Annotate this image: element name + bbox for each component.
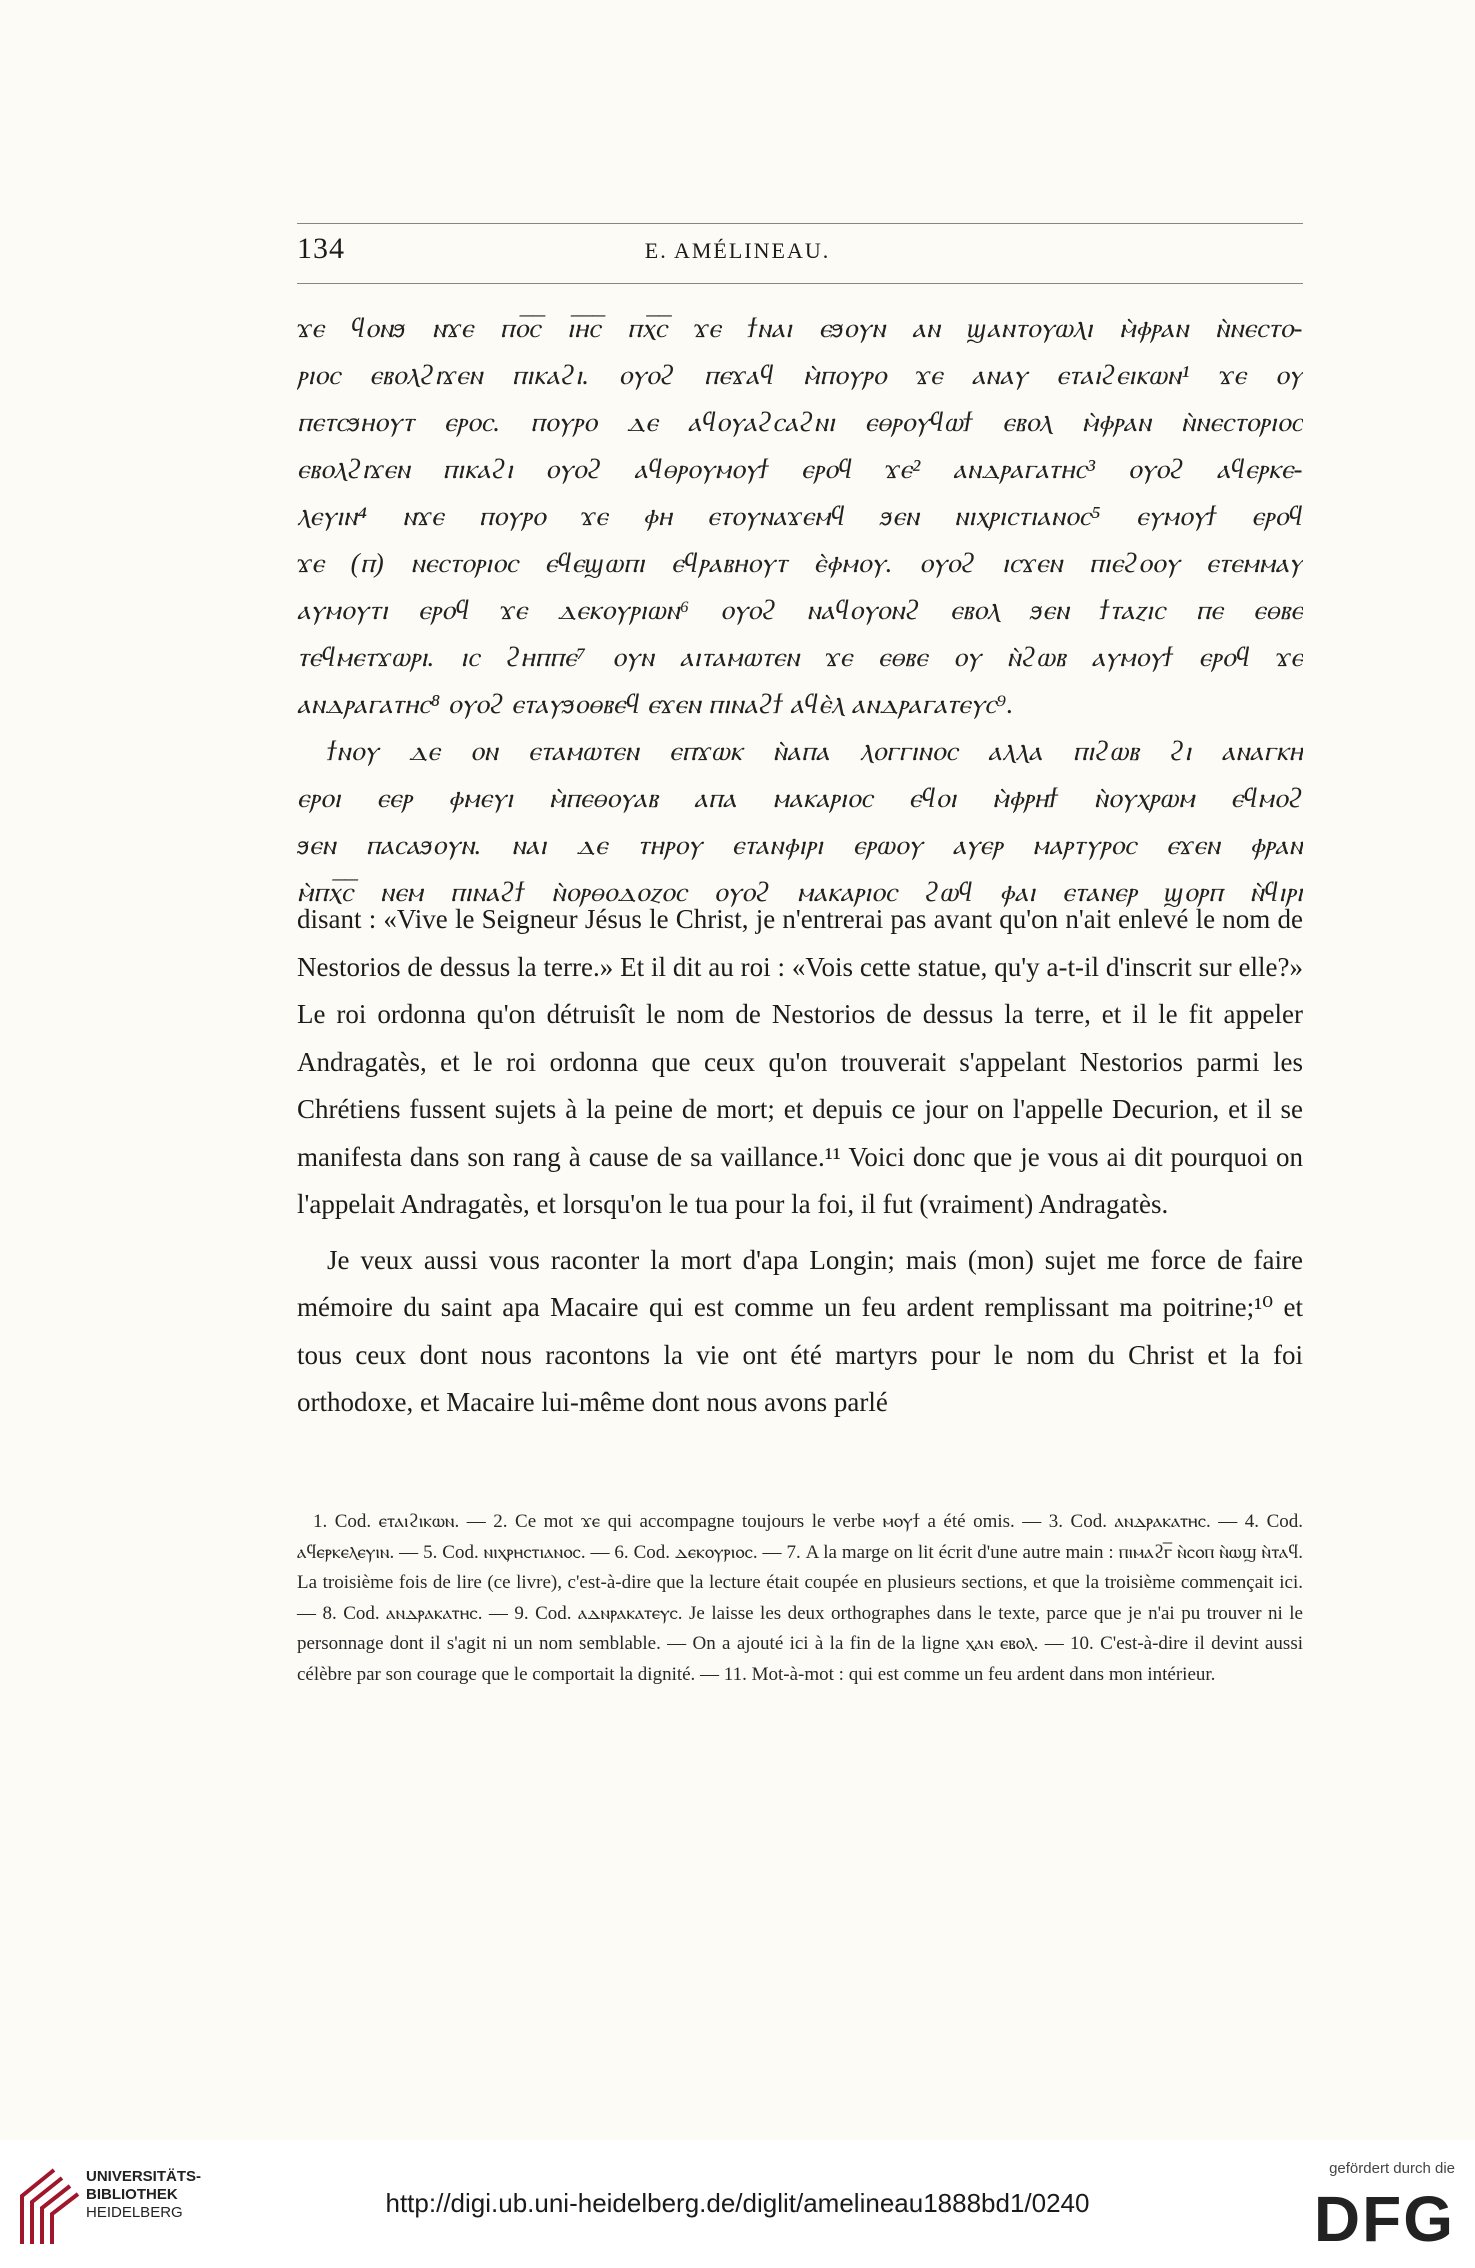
running-title: E. AMÉLINEAU. (644, 238, 831, 263)
digitization-footer (0, 2140, 1475, 2268)
coptic-line: ⲡⲉⲧⲥϧⲏⲟⲩⲧ ⲉⲣⲟⲥ. ⲡⲟⲩⲣⲟ ⲇⲉ ⲁϥⲟⲩⲁϩⲥⲁϩⲛⲓ ⲉⲑⲣⲟⲩϥⲱϯ ⲉⲃⲟⲗ ⲙ̀ⲫⲣⲁⲛ ⲛ̀ⲛⲉⲥⲧⲟⲣⲓⲟⲥ (297, 407, 1303, 437)
funding-note: gefördert durch die (1329, 2160, 1455, 2177)
coptic-line: ϯⲛⲟⲩ ⲇⲉ ⲟⲛ ⲉⲧⲁⲙⲱⲧⲉⲛ ⲉⲡϫⲱⲕ ⲛ̀ⲁⲡⲁ ⲗⲟⲅⲅⲓⲛⲟⲥ ⲁⲗⲗⲁ ⲡⲓϩⲱⲃ ϩⲓ ⲁⲛⲁⲅⲕⲏ (327, 736, 1303, 766)
dfg-logo: DFG (1313, 2183, 1455, 2255)
institution-name: UNIVERSITÄTS- BIBLIOTHEK HEIDELBERG (86, 2168, 202, 2221)
coptic-line: ⲗⲉⲩⲓⲛ⁴ ⲛϫⲉ ⲡⲟⲩⲣⲟ ϫⲉ ⲫⲏ ⲉⲧⲟⲩⲛⲁϫⲉⲙϥ ϧⲉⲛ ⲛⲓⲭⲣⲓⲥⲧⲓⲁⲛⲟⲥ⁵ ⲉⲩⲙⲟⲩϯ ⲉⲣⲟϥ (297, 501, 1303, 531)
footnote-text: 1. Cod. ⲉⲧⲁⲓϩⲓⲕⲱⲛ. — 2. Ce mot ϫⲉ qui accompagne toujours le verbe ⲙⲟⲩϯ a été omis. — 3. Cod. ⲁⲛⲇⲣⲁⲕⲁⲧⲏⲥ. — 4. Cod. ⲁϥⲉⲣⲕⲉⲗⲉⲩⲓⲛ. — 5. Cod. ⲛⲓⲭⲣⲏⲥⲧⲓⲁⲛⲟⲥ. — 6. Cod. ⲇⲉⲕⲟⲩⲣⲓⲟⲥ. — 7. A la marge on lit écrit d'une autre main : ⲡⲓⲙⲁϩⲅ̅ ⲛ̀ⲥⲟⲡ ⲛ̀ⲱϣ ⲛ̀ⲧⲁϥ. La troisième fois de lire (ce livre), c'est-à-dire que la lecture était coupée en plusieurs sections, et que la troisième commençait ici. — 8. Cod. ⲁⲛⲇⲣⲁⲕⲁⲧⲏⲥ. — 9. Cod. ⲁⲇⲛⲣⲁⲕⲁⲧⲉⲩⲥ. Je laisse les deux orthographes dans le texte, parce que je n'ai pu trouver ni le personnage dont il s'agit ni un nom semblable. — On a ajouté ici à la fin de la ligne ⲭⲁⲛ ⲉⲃⲟⲗ. — 10. C'est-à-dire il devint aussi célèbre par son courage que le comportait la dignité. — 11. Mot-à-mot : qui est comme un feu ardent dans mon intérieur. (297, 1511, 1303, 1685)
translation-paragraph: disant : «Vive le Seigneur Jésus le Christ, je n'entrerai pas avant qu'on n'ait enlevé le nom de Nestorios de dessus la terre.» Et il dit au roi : «Vois cette statue, qu'y a-t-il d'inscrit sur elle?» Le roi ordonna qu'on détruisît le nom de Nestorios de dessus la terre, et il le fit appeler Andragatès, et le roi ordonna que ceux qu'on trouverait s'appelant Nestorios parmi les Chrétiens fussent sujets à la peine de mort; et depuis ce jour on l'appelle Decurion, et il se manifesta dans son rang à cause de sa vaillance.¹¹ Voici donc que je vous ai dit pourquoi on l'appelait Andragatès, et lorsqu'on le tua pour la foi, il fut (vraiment) Andragatès. (297, 904, 1303, 1219)
coptic-line: ϫⲉ (ⲡ) ⲛⲉⲥⲧⲟⲣⲓⲟⲥ ⲉϥⲉϣⲱⲡⲓ ⲉϥⲣⲁⲃⲏⲟⲩⲧ ⲉ̀ⲫⲙⲟⲩ. ⲟⲩⲟϩ ⲓⲥϫⲉⲛ ⲡⲓⲉϩⲟⲟⲩ ⲉⲧⲉⲙⲙⲁⲩ (297, 548, 1303, 578)
coptic-line: ⲁⲩⲙⲟⲩⲧⲓ ⲉⲣⲟϥ ϫⲉ ⲇⲉⲕⲟⲩⲣⲓⲱⲛ⁶ ⲟⲩⲟϩ ⲛⲁϥⲟⲩⲟⲛϩ ⲉⲃⲟⲗ ϧⲉⲛ ϯⲧⲁⲍⲓⲥ ⲡⲉ ⲉⲑⲃⲉ (297, 595, 1303, 625)
french-translation (297, 896, 1303, 1435)
coptic-line: ϫⲉ ϥⲟⲛϧ ⲛϫⲉ ⲡⲟ̅ⲥ̅ ⲓ̅ⲏ̅ⲥ̅ ⲡⲭ̅ⲥ̅ ϫⲉ ϯⲛⲁⲓ ⲉϧⲟⲩⲛ ⲁⲛ ϣⲁⲛⲧⲟⲩⲱⲗⲓ ⲙ̀ⲫⲣⲁⲛ ⲛ̀ⲛⲉⲥⲧⲟ- (297, 313, 1303, 343)
coptic-line: ⲉⲣⲟⲓ ⲉⲉⲣ ⲫⲙⲉⲩⲓ ⲙ̀ⲡⲉⲑⲟⲩⲁⲃ ⲁⲡⲁ ⲙⲁⲕⲁⲣⲓⲟⲥ ⲉϥⲟⲓ ⲙ̀ⲫⲣⲏϯ ⲛ̀ⲟⲩⲭⲣⲱⲙ ⲉϥⲙⲟϩ (297, 783, 1303, 813)
page-number: 134 (297, 232, 345, 265)
coptic-line: ⲁⲛⲇⲣⲁⲅⲁⲧⲏⲥ⁸ ⲟⲩⲟϩ ⲉⲧⲁⲩϧⲟⲑⲃⲉϥ ⲉϫⲉⲛ ⲡⲓⲛⲁϩϯ ⲁϥⲉ̀ⲗ ⲁⲛⲇⲣⲁⲅⲁⲧⲉⲩⲥ⁹. (297, 689, 1014, 719)
footnotes (297, 1507, 1303, 1690)
translation-paragraph: Je veux aussi vous raconter la mort d'apa Longin; mais (mon) sujet me force de faire mémoire du saint apa Macaire qui est comme un feu ardent remplissant ma poitrine;¹⁰ et tous ceux dont nous racontons la vie ont été martyrs pour le nom du Christ et la foi orthodoxe, et Macaire lui-même dont nous avons parlé (297, 1244, 1303, 1417)
coptic-line: ⲣⲓⲟⲥ ⲉⲃⲟⲗϩⲓϫⲉⲛ ⲡⲓⲕⲁϩⲓ. ⲟⲩⲟϩ ⲡⲉϫⲁϥ ⲙ̀ⲡⲟⲩⲣⲟ ϫⲉ ⲁⲛⲁⲩ ⲉⲧⲁⲓϩⲉⲓⲕⲱⲛ¹ ϫⲉ ⲟⲩ (297, 360, 1303, 390)
coptic-line: ⲧⲉϥⲙⲉⲧϫⲱⲣⲓ. ⲓⲥ ϩⲏⲡⲡⲉ⁷ ⲟⲩⲛ ⲁⲓⲧⲁⲙⲱⲧⲉⲛ ϫⲉ ⲉⲑⲃⲉ ⲟⲩ ⲛ̀ϩⲱⲃ ⲁⲩⲙⲟⲩϯ ⲉⲣⲟϥ ϫⲉ (297, 642, 1303, 672)
header-rule-bottom (297, 283, 1303, 284)
coptic-line: ⲉⲃⲟⲗϩⲓϫⲉⲛ ⲡⲓⲕⲁϩⲓ ⲟⲩⲟϩ ⲁϥⲑⲣⲟⲩⲙⲟⲩϯ ⲉⲣⲟϥ ϫⲉ² ⲁⲛⲇⲣⲁⲅⲁⲧⲏⲥ³ ⲟⲩⲟϩ ⲁϥⲉⲣⲕⲉ- (297, 454, 1303, 484)
permalink-url[interactable]: http://digi.ub.uni-heidelberg.de/diglit/amelineau1888bd1/0240 (385, 2188, 1090, 2218)
coptic-line: ϧⲉⲛ ⲡⲁⲥⲁϧⲟⲩⲛ. ⲛⲁⲓ ⲇⲉ ⲧⲏⲣⲟⲩ ⲉⲧⲁⲛⲫⲓⲣⲓ ⲉⲣⲱⲟⲩ ⲁⲩⲉⲣ ⲙⲁⲣⲧⲩⲣⲟⲥ ⲉϫⲉⲛ ⲫⲣⲁⲛ (297, 830, 1303, 860)
header-rule-top (297, 223, 1303, 224)
coptic-line: ⲙ̀ⲡⲭ̅ⲥ̅ ⲛⲉⲙ ⲡⲓⲛⲁϩϯ ⲛ̀ⲟⲣⲑⲟⲇⲟⲍⲟⲥ ⲟⲩⲟϩ ⲙⲁⲕⲁⲣⲓⲟⲥ ϩⲱϥ ⲫⲁⲓ ⲉⲧⲁⲛⲉⲣ ϣⲟⲣⲡ ⲛ̀ϥⲓⲣⲓ (297, 877, 1303, 907)
coptic-text-block (297, 305, 1303, 916)
